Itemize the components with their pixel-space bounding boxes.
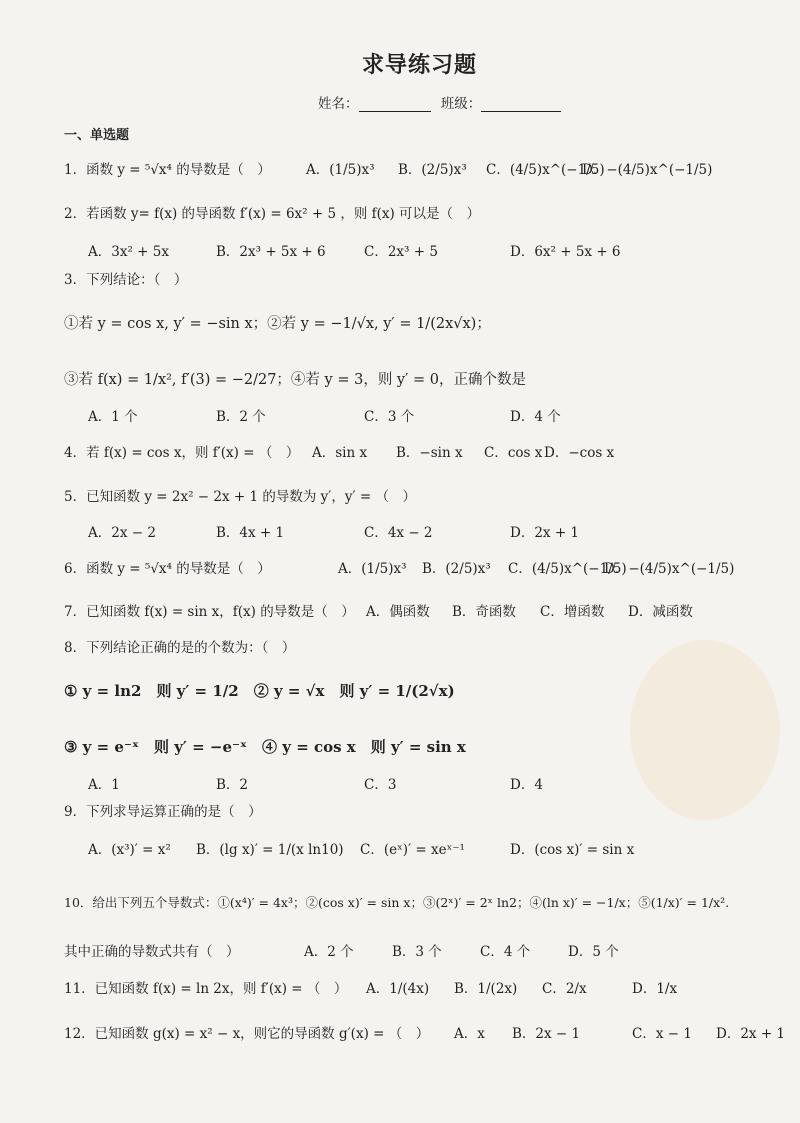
q3-statement-1-2: ①若 y = cos x, y′ = −sin x；②若 y = −1/√x, y′ = 1/(2x√x)；: [64, 316, 491, 332]
q8-option-b[interactable]: B．2: [216, 777, 249, 793]
q8-statement-1-2: ① y = ln2 则 y′ = 1/2 ② y = √x 则 y′ = 1/(2√x): [64, 682, 455, 700]
q11-option-b[interactable]: B．1/(2x): [454, 981, 518, 997]
q11-option-d[interactable]: D．1/x: [632, 981, 678, 997]
q8-option-d[interactable]: D．4: [510, 777, 543, 793]
q4-option-d[interactable]: D．−cos x: [544, 445, 615, 461]
q10-option-c[interactable]: C．4 个: [480, 944, 531, 960]
q1-stem: 1．函数 y = ⁵√x⁴ 的导数是（ ）: [64, 162, 271, 178]
q7-stem: 7．已知函数 f(x) = sin x，f(x) 的导数是（ ）: [64, 604, 355, 620]
class-blank[interactable]: [481, 110, 561, 112]
q4-option-a[interactable]: A．sin x: [312, 445, 368, 461]
q2-option-a[interactable]: A．3x² + 5x: [88, 244, 169, 260]
q3-option-a[interactable]: A．1 个: [88, 409, 138, 425]
q10-stem: 10．给出下列五个导数式：①(x⁴)′ = 4x³；②(cos x)′ = sin x；③(2ˣ)′ = 2ˣ ln2；④(ln x)′ = −1/x；⑤(1/x)′ = 1/x².: [64, 895, 730, 910]
q2-option-b[interactable]: B．2x³ + 5x + 6: [216, 244, 326, 260]
q5-option-c[interactable]: C．4x − 2: [364, 525, 433, 541]
q9-stem: 9．下列求导运算正确的是（ ）: [64, 804, 262, 820]
q2-option-d[interactable]: D．6x² + 5x + 6: [510, 244, 621, 260]
q4-option-b[interactable]: B．−sin x: [396, 445, 463, 461]
name-label: 姓名：: [318, 96, 359, 112]
info-fields: [318, 92, 561, 112]
q3-option-c[interactable]: C．3 个: [364, 409, 415, 425]
q3-option-d[interactable]: D．4 个: [510, 409, 561, 425]
q1-option-a[interactable]: A．(1/5)x³: [306, 162, 375, 178]
q6-option-d[interactable]: D．−(4/5)x^(−1/5): [604, 561, 735, 577]
q8-option-a[interactable]: A．1: [88, 777, 120, 793]
q6-stem: 6．函数 y = ⁵√x⁴ 的导数是（ ）: [64, 561, 271, 577]
q3-stem: 3．下列结论：（ ）: [64, 272, 188, 288]
q10-option-a[interactable]: A．2 个: [304, 944, 354, 960]
q2-option-c[interactable]: C．2x³ + 5: [364, 244, 438, 260]
section-heading: 一、单选题: [64, 128, 130, 143]
q2-stem: 2．若函数 y= f(x) 的导函数 f′(x) = 6x² + 5 ，则 f(x) 可以是（ ）: [64, 206, 481, 222]
q6-option-c[interactable]: C．(4/5)x^(−1/5): [508, 561, 627, 577]
q6-option-b[interactable]: B．(2/5)x³: [422, 561, 491, 577]
q12-option-a[interactable]: A．x: [454, 1026, 485, 1042]
q4-stem: 4．若 f(x) = cos x，则 f′(x) = （ ）: [64, 445, 300, 461]
q12-option-c[interactable]: C．x − 1: [632, 1026, 692, 1042]
q9-option-a[interactable]: A．(x³)′ = x²: [88, 842, 171, 858]
q8-statement-3-4: ③ y = e⁻ˣ 则 y′ = −e⁻ˣ ④ y = cos x 则 y′ = sin x: [64, 738, 466, 756]
q10-option-d[interactable]: D．5 个: [568, 944, 619, 960]
q5-stem: 5．已知函数 y = 2x² − 2x + 1 的导数为 y′，y′ = （ ）: [64, 489, 416, 505]
q12-option-d[interactable]: D．2x + 1: [716, 1026, 786, 1042]
q10-question: 其中正确的导数式共有（ ）: [64, 944, 240, 960]
q4-option-c[interactable]: C．cos x: [484, 445, 543, 461]
q7-option-b[interactable]: B．奇函数: [452, 604, 516, 620]
q12-stem: 12．已知函数 g(x) = x² − x，则它的导函数 g′(x) = （ ）: [64, 1026, 430, 1042]
q6-option-a[interactable]: A．(1/5)x³: [338, 561, 407, 577]
q7-option-d[interactable]: D．减函数: [628, 604, 693, 620]
page-title: 求导练习题: [362, 52, 478, 78]
q5-option-a[interactable]: A．2x − 2: [88, 525, 156, 541]
q3-option-b[interactable]: B．2 个: [216, 409, 266, 425]
q5-option-d[interactable]: D．2x + 1: [510, 525, 580, 541]
q5-option-b[interactable]: B．4x + 1: [216, 525, 285, 541]
q11-stem: 11．已知函数 f(x) = ln 2x，则 f′(x) = （ ）: [64, 981, 348, 997]
watermark-blob: [630, 640, 780, 820]
q1-option-d[interactable]: D．−(4/5)x^(−1/5): [582, 162, 713, 178]
q1-option-c[interactable]: C．(4/5)x^(−1/5): [486, 162, 605, 178]
q9-option-b[interactable]: B．(lg x)′ = 1/(x ln10): [196, 842, 344, 858]
q3-statement-3-4: ③若 f(x) = 1/x², f′(3) = −2/27；④若 y = 3，则 y′ = 0，正确个数是: [64, 372, 527, 388]
q9-option-c[interactable]: C．(eˣ)′ = xeˣ⁻¹: [360, 842, 465, 858]
q1-option-b[interactable]: B．(2/5)x³: [398, 162, 467, 178]
q10-option-b[interactable]: B．3 个: [392, 944, 442, 960]
q9-option-d[interactable]: D．(cos x)′ = sin x: [510, 842, 635, 858]
q12-option-b[interactable]: B．2x − 1: [512, 1026, 581, 1042]
name-blank[interactable]: [359, 110, 431, 112]
q11-option-c[interactable]: C．2/x: [542, 981, 587, 997]
q7-option-a[interactable]: A．偶函数: [366, 604, 430, 620]
q7-option-c[interactable]: C．增函数: [540, 604, 605, 620]
q8-option-c[interactable]: C．3: [364, 777, 397, 793]
class-label: 班级：: [440, 96, 482, 112]
q11-option-a[interactable]: A．1/(4x): [366, 981, 430, 997]
q8-stem: 8．下列结论正确的是的个数为：（ ）: [64, 640, 296, 656]
